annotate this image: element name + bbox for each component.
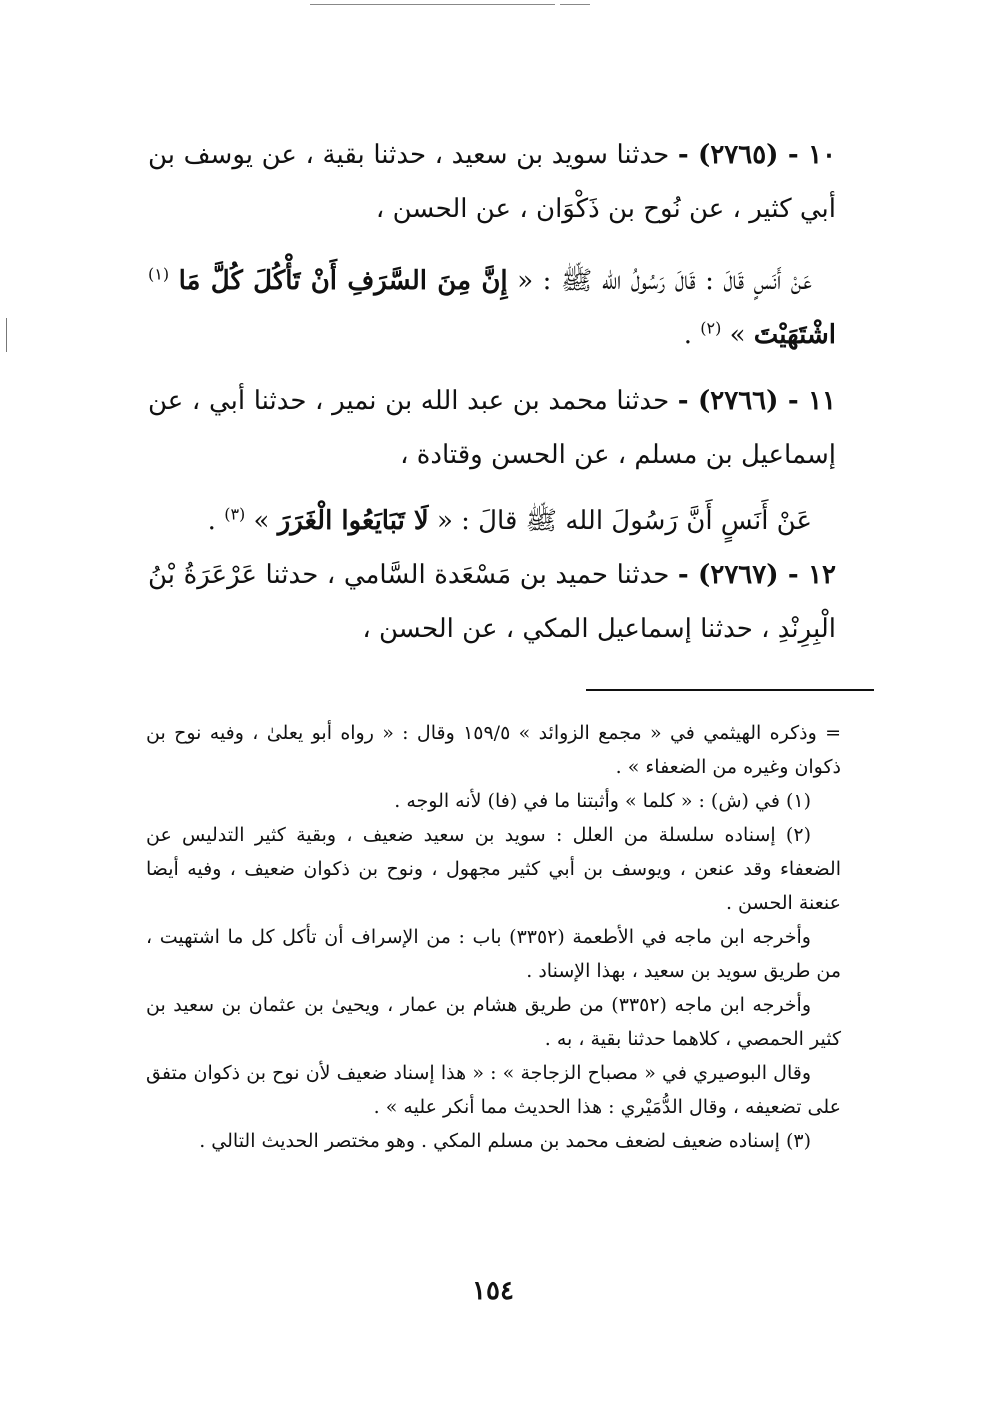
hadith-11-quote-close: » — [253, 506, 270, 536]
footnote-1: (١) في (ش) : « كلما » وأثبتنا ما في (فا) لأنه الوجه . — [394, 790, 811, 812]
margin-scan-mark — [6, 318, 7, 352]
hadith-12-number: ١٢ - (٢٧٦٧) - — [677, 560, 836, 590]
page-number: ١٥٤ — [472, 1276, 514, 1306]
hadith-11-period: . — [207, 506, 216, 536]
hadith-11-number: ١١ - (٢٧٦٦) - — [677, 386, 836, 416]
hadith-10-period: . — [683, 320, 692, 350]
footnote-3: (٣) إسناده ضعيف لضعف محمد بن مسلم المكي . وهو مختصر الحديث التالي . — [199, 1130, 811, 1152]
footnote-2-ibn-majah: وأخرجه ابن ماجه في الأطعمة (٣٣٥٢) باب : من الإسراف أن تأكل كل ما اشتهيت ، من طريق سويد بن سعيد ، بهذا الإسناد . — [146, 926, 841, 982]
hadith-11-isnad-text: حدثنا محمد بن عبد الله بن نمير ، حدثنا أبي ، عن إسماعيل بن مسلم ، عن الحسن وقتادة ، — [148, 386, 836, 470]
footnote-2-busiri: وقال البوصيري في « مصباح الزجاجة » : « هذا إسناد ضعيف لأن نوح بن ذكوان متفق على تضعيفه ، وقال الدُّمَيْري : هذا الحديث مما أنكر عليه » . — [146, 1062, 841, 1118]
footnote-continuation: = وذكره الهيثمي في « مجمع الزوائد » ١٥٩/٥ وقال : « رواه أبو يعلىٰ ، وفيه نوح بن ذكوان وغيره من الضعفاء » . — [146, 722, 841, 778]
hadith-10-matn — [148, 254, 836, 362]
main-text — [148, 128, 836, 656]
hadith-11-matn — [148, 494, 836, 548]
footnote-2: (٢) إسناده سلسلة من العلل : سويد بن سعيد ضعيف ، وبقية كثير التدليس عن الضعفاء وقد عنعن ، ويوسف بن أبي كثير مجهول ، ونوح بن ذكوان ضعيف ، وفيه أيضا عنعنة الحسن . — [146, 824, 841, 914]
footnote-separator — [586, 689, 874, 691]
hadith-10-quote-b: اشْتَهَيْتَ — [753, 320, 836, 350]
hadith-12-isnad — [148, 548, 836, 656]
footnote-ref-3: (٣) — [224, 504, 246, 524]
hadith-10-isnad — [148, 128, 836, 236]
footnote-ref-1: (١) — [148, 264, 170, 284]
hadith-10-quote-a: إِنَّ مِنَ السَّرَفِ أَنْ تَأْكُلَ كُلَّ مَا — [178, 266, 508, 296]
footnotes — [146, 716, 841, 1158]
hadith-11-matn-intro: عَنْ أَنَسٍ أَنَّ رَسُولَ الله ﷺ قالَ : « — [436, 506, 812, 536]
footnote-2-ibn-majah-second: وأخرجه ابن ماجه (٣٣٥٢) من طريق هشام بن عمار ، ويحيىٰ بن عثمان بن سعيد بن كثير الحمصي ، كلاهما حدثنا بقية ، به . — [146, 994, 841, 1050]
hadith-11-quote: لَا تَبَايَعُوا الْغَرَرَ — [277, 506, 429, 536]
hadith-10-quote-close: » — [729, 320, 746, 350]
footnote-ref-2: (٢) — [700, 318, 722, 338]
hadith-11-isnad — [148, 374, 836, 482]
hadith-10-number: ١٠ - (٢٧٦٥) - — [677, 140, 837, 170]
top-scan-line-short — [560, 4, 590, 5]
top-scan-line — [310, 4, 555, 5]
hadith-10-isnad-text: حدثنا سويد بن سعيد ، حدثنا بقية ، عن يوسف بن أبي كثير ، عن نُوح بن ذَكْوَان ، عن الحسن ، — [148, 140, 836, 224]
hadith-10-matn-intro: عَنْ أَنَسٍ قَالَ : قَالَ رَسُولُ الله ﷺ : « — [517, 266, 812, 296]
hadith-12-isnad-text: حدثنا حميد بن مَسْعَدة السَّامي ، حدثنا عَرْعَرَةُ بْنُ الْبِرِنْدِ ، حدثنا إسماعيل المكي ، عن الحسن ، — [148, 560, 836, 644]
